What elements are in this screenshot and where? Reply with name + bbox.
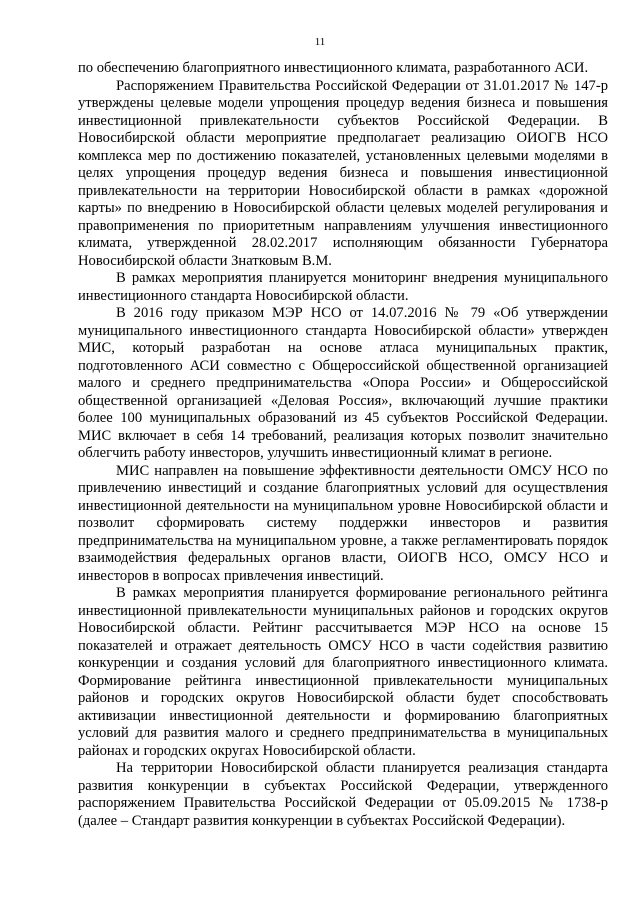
page-number: 11 <box>314 36 326 48</box>
paragraph-mis-approval: В 2016 году приказом МЭР НСО от 14.07.2016 № 79 «Об утверждении муниципального инвестиционного стандарта Новосибирской области» утвержден МИС, который разработан на основе атласа муниципальных практик, подготовленного АСИ совместно с Общероссийской общественной организацией малого и среднего предпринимательства «Опора России» и Общероссийской общественной организацией «Деловая Россия», включающий лучшие практики более 100 муниципальных образований из 45 субъектов Российской Федерации. МИС включает в себя 14 требований, реализация которых позволит значительно облегчить работу инвесторов, улучшить инвестиционный климат в регионе. <box>78 305 608 461</box>
document-body <box>78 60 608 830</box>
paragraph-target-models: Распоряжением Правительства Российской Федерации от 31.01.2017 № 147-р утверждены целевые модели упрощения процедур ведения бизнеса и повышения инвестиционной привлекательности субъектов Российской Федерации. В Новосибирской области мероприятие предполагает реализацию ОИОГВ НСО комплекса мер по достижению показателей, установленных целевыми моделями в целях упрощения процедур ведения бизнеса и повышения инвестиционной привлекательности на территории Новосибирской области в рамках «дорожной карты» по внедрению в Новосибирской области целевых моделей регулирования и правоприменения по приоритетным направлениям улучшения инвестиционного климата, утвержденной 28.02.2017 исполняющим обязанности Губернатора Новосибирской области Знатковым В.М. <box>78 77 608 269</box>
paragraph-continuation: по обеспечению благоприятного инвестиционного климата, разработанного АСИ. <box>78 60 589 76</box>
paragraph-monitoring: В рамках мероприятия планируется мониторинг внедрения муниципального инвестиционного стандарта Новосибирской области. <box>78 270 608 304</box>
paragraph-competition-standard: На территории Новосибирской области планируется реализация стандарта развития конкуренции в субъектах Российской Федерации, утвержденного распоряжением Правительства Российской Федерации от 05.09.2015 № 1738-р (далее – Стандарт развития конкуренции в субъектах Российской Федерации). <box>78 760 608 829</box>
paragraph-mis-purpose: МИС направлен на повышение эффективности деятельности ОМСУ НСО по привлечению инвестиций и создание благоприятных условий для осуществления инвестиционной деятельности на муниципальном уровне Новосибирской области и позволит сформировать систему поддержки инвесторов и развития предпринимательства на муниципальном уровне, а также регламентировать порядок взаимодействия федеральных органов власти, ОИОГВ НСО, ОМСУ НСО и инвесторов в вопросах привлечения инвестиций. <box>78 462 608 584</box>
paragraph-rating: В рамках мероприятия планируется формирование регионального рейтинга инвестиционной привлекательности муниципальных районов и городских округов Новосибирской области. Рейтинг рассчитывается МЭР НСО на основе 15 показателей и отражает деятельность ОМСУ НСО в части содействия развитию конкуренции и создания условий для благоприятного инвестиционного климата. Формирование рейтинга инвестиционной привлекательности муниципальных районов и городских округов Новосибирской области будет способствовать активизации инвестиционной деятельности и формированию благоприятных условий для развития малого и среднего предпринимательства в муниципальных районах и городских округах Новосибирской области. <box>78 585 608 759</box>
